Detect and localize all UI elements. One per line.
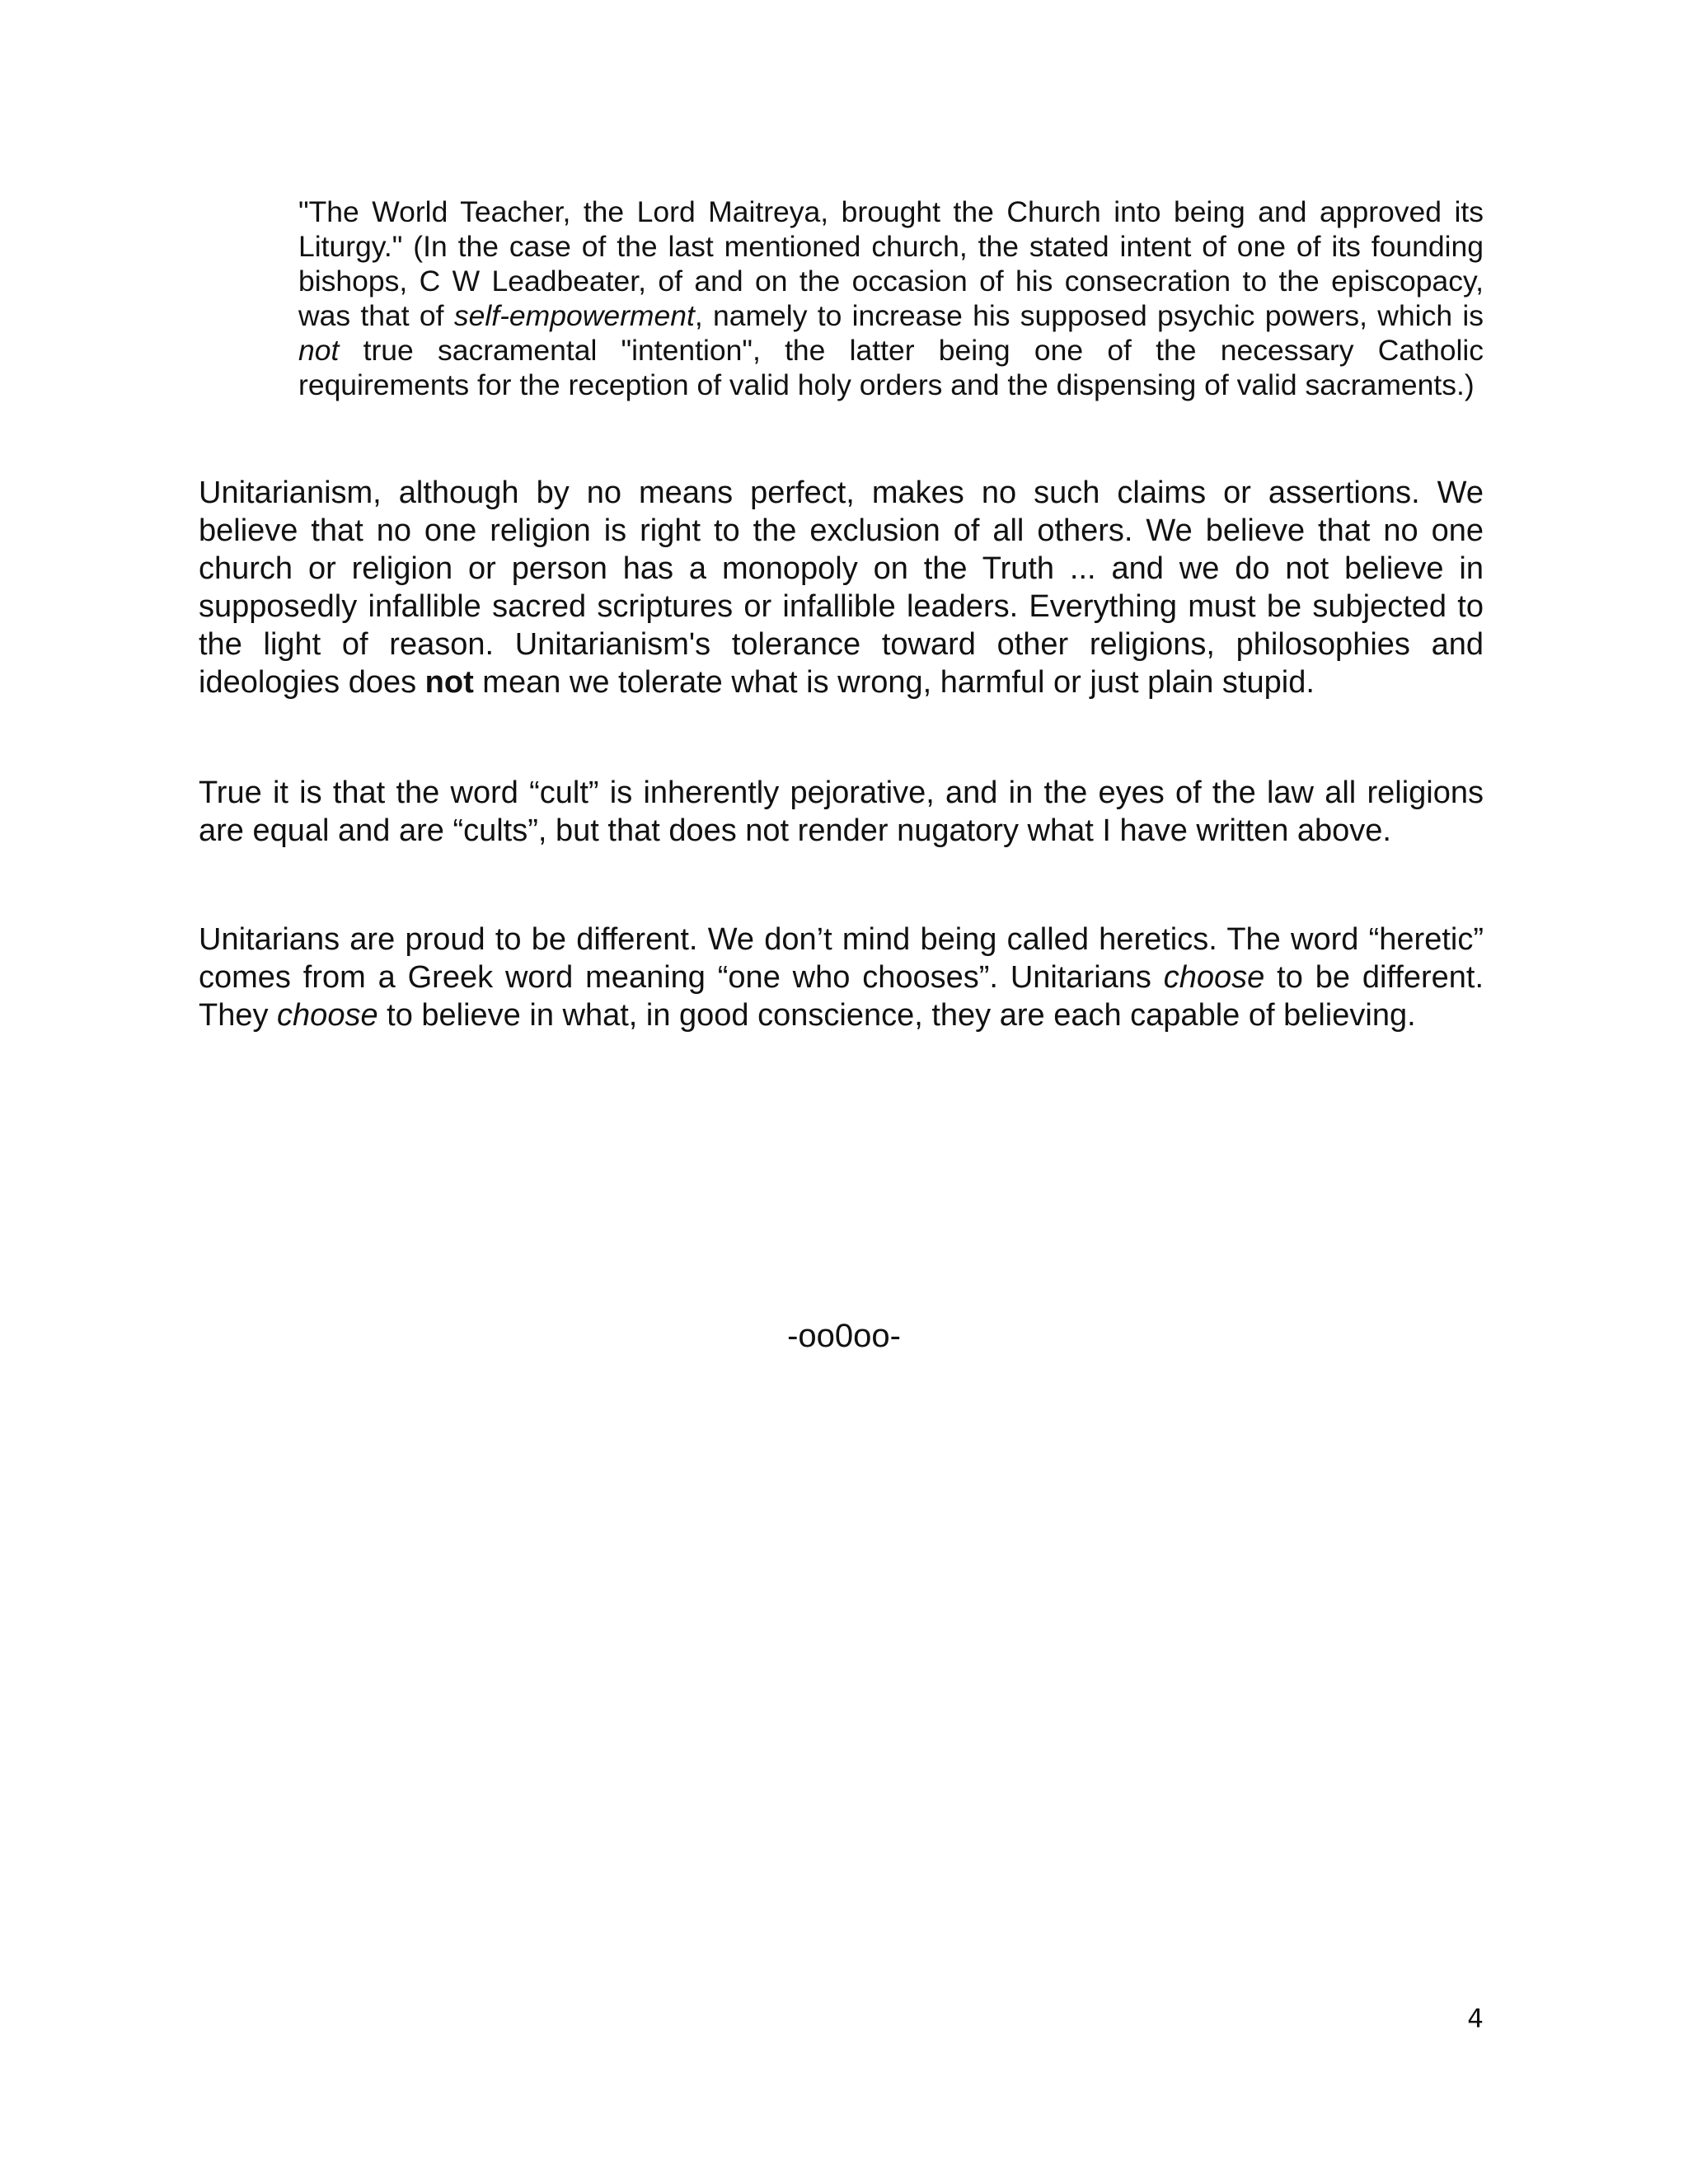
quote-text: true sacramental "intention", the latter being one of the necessary Catholic requirements for the reception of valid holy orders and the dispensing of valid sacraments.) bbox=[298, 334, 1484, 401]
paragraph-text: Unitarians are proud to be different. We don’t mind being called heretics. The word “heretic” comes from a Greek word meaning “one who chooses”. Unitarians bbox=[199, 922, 1484, 995]
paragraph-emphasis: choose bbox=[1163, 960, 1265, 995]
quote-emphasis: not bbox=[298, 334, 340, 367]
page-number: 4 bbox=[1467, 2004, 1484, 2034]
quote-text: "The World Teacher, the Lord Maitreya, brought the Church into being and approved its Liturgy." (In the case of the last mentioned church, the stated intent of one of its founding bishops, C W Leadbeater, of and on the occasion of his consecration to the episcopacy, was that of bbox=[298, 195, 1484, 332]
paragraph-emphasis: choose bbox=[277, 998, 378, 1033]
paragraph-text: to believe in what, in good conscience, they are each capable of believing. bbox=[377, 998, 1416, 1033]
paragraph-text: mean we tolerate what is wrong, harmful or just plain stupid. bbox=[473, 665, 1315, 700]
section-separator: -oo0oo- bbox=[787, 1318, 901, 1354]
quote-text: , namely to increase his supposed psychic powers, which is bbox=[694, 299, 1484, 332]
paragraph-cult-word bbox=[199, 774, 1484, 850]
paragraph-unitarianism-claims bbox=[199, 474, 1484, 701]
paragraph-bold: not bbox=[424, 665, 474, 700]
quote-emphasis: self-empowerment bbox=[453, 299, 695, 332]
paragraph-text: Unitarianism, although by no means perfect, makes no such claims or assertions. We believe that no one religion is right to the exclusion of all others. We believe that no one church or religion or person has a monopoly on the Truth ... and we do not believe in supposedly infallible sacred scriptures or infallible leaders. Everything must be subjected to the light of reason. Unitarianism's tolerance toward other religions, philosophies and ideologies does bbox=[199, 476, 1484, 700]
paragraph-text: True it is that the word “cult” is inherently pejorative, and in the eyes of the law all religions are equal and are “cults”, but that does not render nugatory what I have written above. bbox=[199, 776, 1484, 848]
paragraph-text: to be different. They bbox=[199, 960, 1484, 1033]
block-quote bbox=[298, 194, 1484, 402]
paragraph-heretics bbox=[199, 921, 1484, 1034]
